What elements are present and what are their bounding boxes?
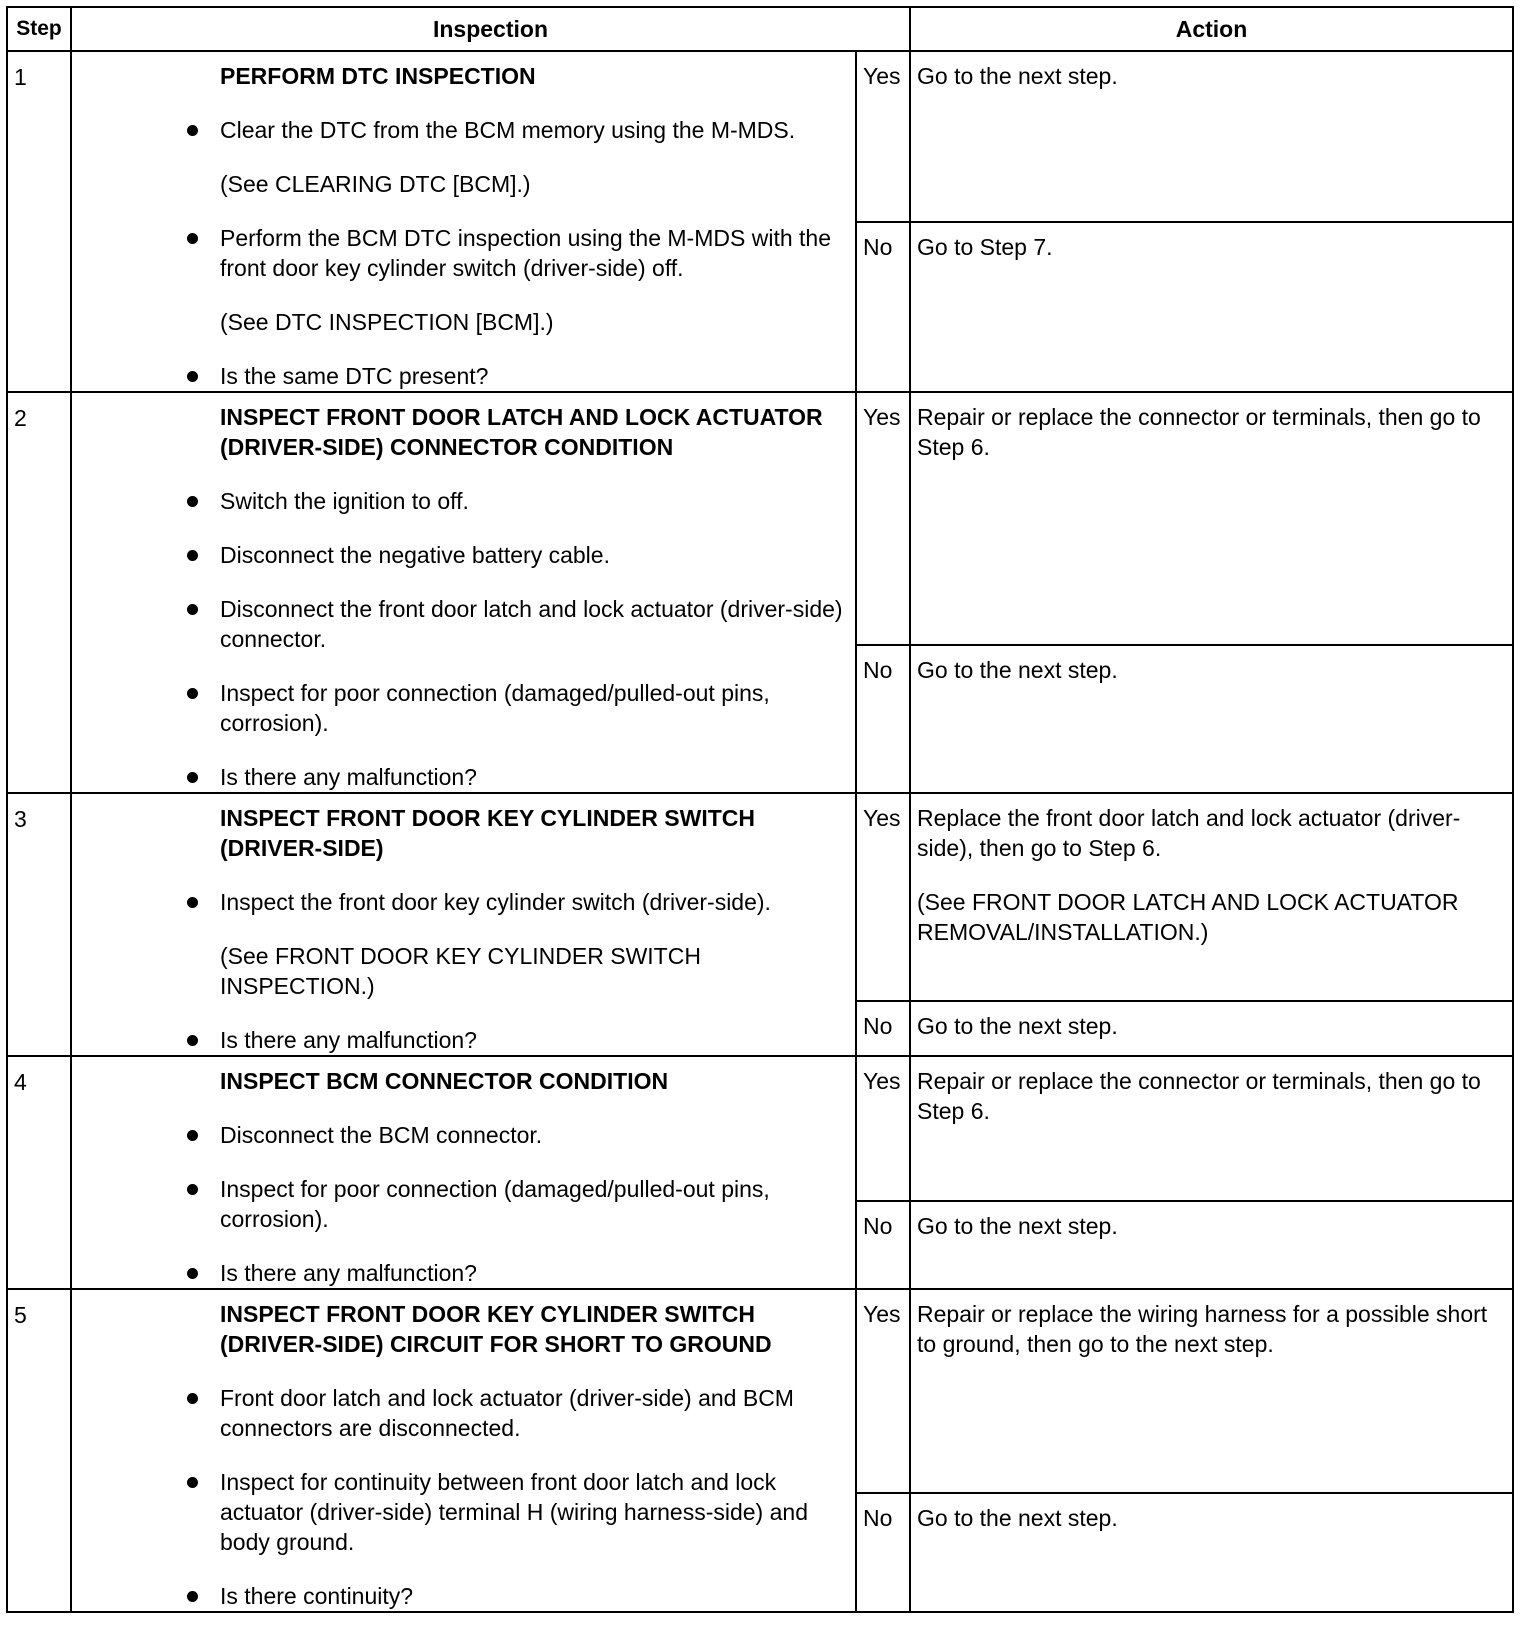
yes-label: Yes [856, 793, 910, 1001]
header-action: Action [910, 7, 1513, 51]
inspection-cell [71, 392, 856, 793]
reference-note: (See CLEARING DTC [BCM].) [220, 171, 531, 197]
bullet-item: Inspect for poor connection (damaged/pulled-out pins, corrosion). [72, 678, 847, 738]
no-action: Go to Step 7. [910, 222, 1513, 393]
bullet-item: Disconnect the negative battery cable. [72, 540, 847, 570]
step-title: INSPECT FRONT DOOR KEY CYLINDER SWITCH (DRIVER-SIDE) [220, 805, 755, 861]
inspection-cell [71, 51, 856, 392]
bullet-item: Front door latch and lock actuator (driver-side) and BCM connectors are disconnected. [72, 1383, 847, 1443]
bullet-item: Inspect for continuity between front door latch and lock actuator (driver-side) terminal H (wiring harness-side) and body ground. [72, 1467, 847, 1557]
yes-label: Yes [856, 1289, 910, 1493]
no-action: Go to the next step. [910, 1493, 1513, 1612]
no-label: No [856, 1493, 910, 1612]
step-row [7, 51, 1513, 222]
bullet-item: Is there continuity? [72, 1581, 847, 1611]
yes-action: Go to the next step. [917, 63, 1118, 89]
reference-note: (See FRONT DOOR KEY CYLINDER SWITCH INSPECTION.) [220, 943, 701, 999]
no-action: Go to the next step. [910, 645, 1513, 793]
step-number: 4 [7, 1056, 71, 1289]
no-action: Go to the next step. [910, 1201, 1513, 1289]
yes-action-cell [910, 392, 1513, 645]
step-number: 3 [7, 793, 71, 1056]
bullet-item: Disconnect the front door latch and lock actuator (driver-side) connector. [72, 594, 847, 654]
inspection-cell [71, 1056, 856, 1289]
no-label: No [856, 1201, 910, 1289]
yes-label: Yes [856, 392, 910, 645]
bullet-item: Inspect the front door key cylinder switch (driver-side). [72, 887, 847, 917]
step-title: PERFORM DTC INSPECTION [220, 63, 536, 89]
bullet-item: Clear the DTC from the BCM memory using the M-MDS. [72, 115, 847, 145]
yes-action: Repair or replace the connector or terminals, then go to Step 6. [917, 404, 1481, 460]
header-step: Step [7, 7, 71, 51]
yes-action-note: (See FRONT DOOR LATCH AND LOCK ACTUATOR REMOVAL/INSTALLATION.) [917, 889, 1459, 945]
step-number: 5 [7, 1289, 71, 1612]
yes-action-cell [910, 793, 1513, 1001]
bullet-item: Is there any malfunction? [72, 762, 847, 792]
no-action: Go to the next step. [910, 1001, 1513, 1056]
inspection-cell [71, 1289, 856, 1612]
step-row [7, 793, 1513, 1001]
yes-label: Yes [856, 51, 910, 222]
yes-action-cell [910, 51, 1513, 222]
header-inspection: Inspection [71, 7, 910, 51]
step-row [7, 1056, 1513, 1201]
bullet-item: Switch the ignition to off. [72, 486, 847, 516]
no-label: No [856, 222, 910, 393]
header-row [7, 7, 1513, 51]
no-label: No [856, 1001, 910, 1056]
step-row [7, 392, 1513, 645]
step-title: INSPECT FRONT DOOR KEY CYLINDER SWITCH (DRIVER-SIDE) CIRCUIT FOR SHORT TO GROUND [220, 1301, 772, 1357]
step-number: 1 [7, 51, 71, 392]
step-title: INSPECT BCM CONNECTOR CONDITION [220, 1068, 669, 1094]
reference-note: (See DTC INSPECTION [BCM].) [220, 309, 554, 335]
bullet-item: Inspect for poor connection (damaged/pulled-out pins, corrosion). [72, 1174, 847, 1234]
yes-action-cell [910, 1289, 1513, 1493]
bullet-item: Is the same DTC present? [72, 361, 847, 391]
yes-action: Repair or replace the connector or terminals, then go to Step 6. [917, 1068, 1481, 1124]
bullet-item: Is there any malfunction? [72, 1258, 847, 1288]
yes-action-cell [910, 1056, 1513, 1201]
yes-label: Yes [856, 1056, 910, 1201]
inspection-cell [71, 793, 856, 1056]
step-number: 2 [7, 392, 71, 793]
inspection-table [6, 6, 1514, 1613]
bullet-item: Perform the BCM DTC inspection using the M-MDS with the front door key cylinder switch (driver-side) off. [72, 223, 847, 283]
step-title: INSPECT FRONT DOOR LATCH AND LOCK ACTUATOR (DRIVER-SIDE) CONNECTOR CONDITION [220, 404, 823, 460]
yes-action: Replace the front door latch and lock actuator (driver-side), then go to Step 6. [917, 805, 1461, 861]
yes-action: Repair or replace the wiring harness for a possible short to ground, then go to the next step. [917, 1301, 1488, 1357]
bullet-item: Disconnect the BCM connector. [72, 1120, 847, 1150]
step-row [7, 1289, 1513, 1493]
no-label: No [856, 645, 910, 793]
bullet-item: Is there any malfunction? [72, 1025, 847, 1055]
